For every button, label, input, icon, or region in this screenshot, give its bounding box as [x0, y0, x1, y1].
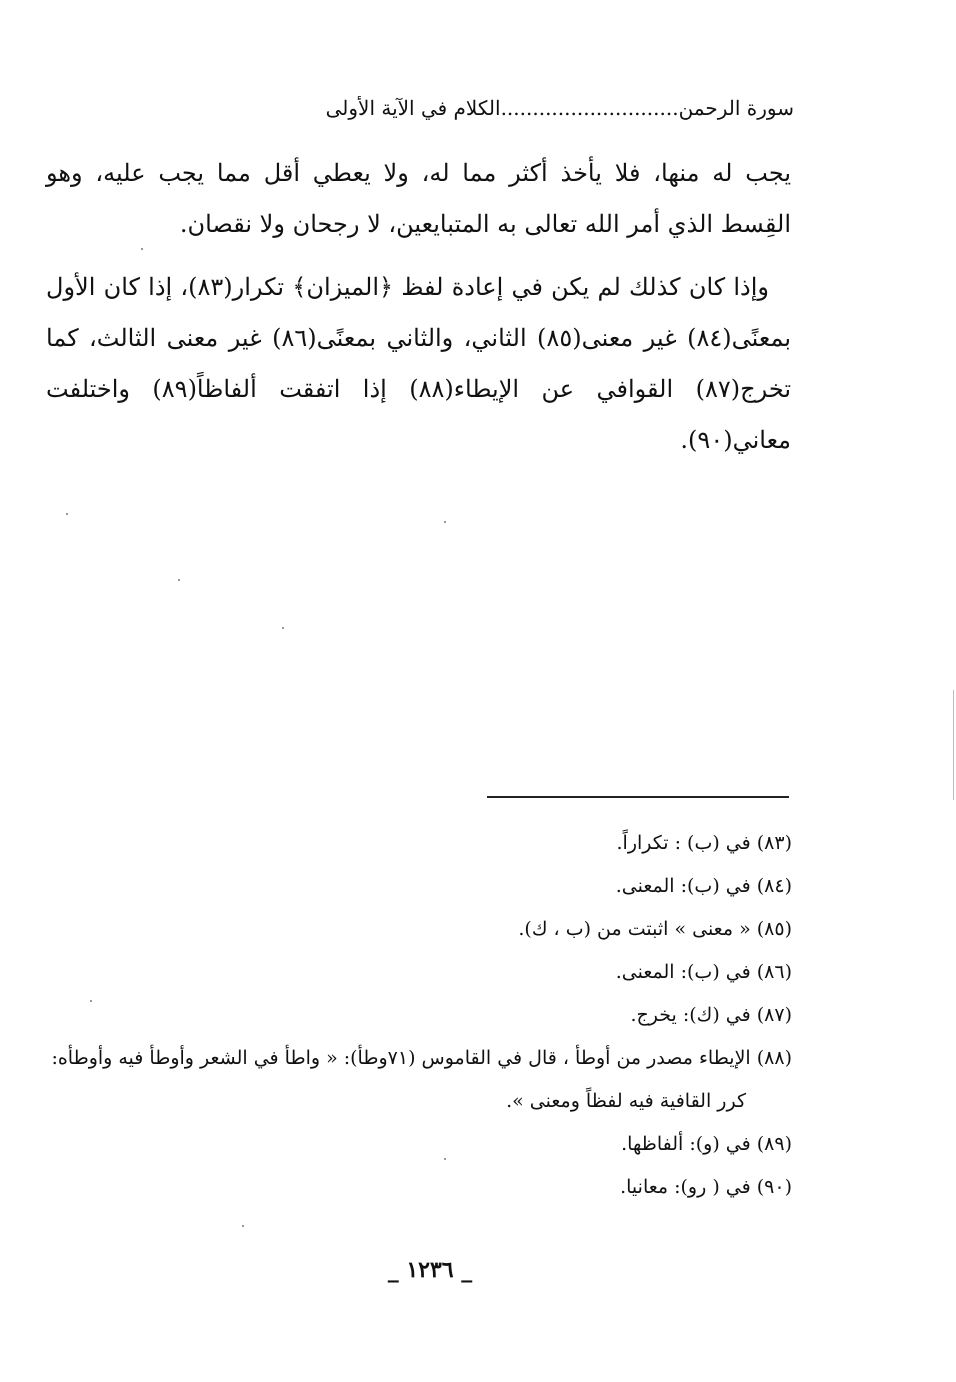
- footnote-88-continuation: كرر القافية فيه لفظاً ومعنى ».: [506, 1090, 746, 1112]
- header-sura-title: سورة الرحمن: [678, 96, 794, 120]
- footnote-87: (٨٧) في (ك): يخرج.: [630, 1004, 792, 1026]
- scan-speck: [444, 1158, 446, 1160]
- footnote-88: (٨٨) الإيطاء مصدر من أوطأ ، قال في القاموس (٧١وطأ): « واطأ في الشعر وأوطأ فيه وأوطأه:: [51, 1047, 792, 1069]
- scan-speck: [90, 1000, 92, 1002]
- footnote-90: (٩٠) في ( رو): معانيا.: [620, 1176, 792, 1198]
- scan-speck: [66, 513, 68, 515]
- footnote-separator: [487, 796, 789, 798]
- footnote-89: (٨٩) في (و): ألفاظها.: [621, 1133, 792, 1155]
- footnote-83: (٨٣) في (ب) : تكراراً.: [616, 832, 792, 854]
- header-topic-title: الكلام في الآية الأولى: [325, 96, 501, 120]
- footnote-86: (٨٦) في (ب): المعنى.: [615, 961, 792, 983]
- scan-edge-mark: [953, 690, 954, 800]
- scan-speck: [178, 579, 180, 581]
- footnote-84: (٨٤) في (ب): المعنى.: [615, 875, 792, 897]
- body-paragraph-1: يجب له منها، فلا يأخذ أكثر مما له، ولا يعطي أقل مما يجب عليه، وهو القِسط الذي أمر الله تعالى به المتبايعين، لا رجحان ولا نقصان.: [46, 159, 791, 238]
- scan-speck: [444, 521, 446, 523]
- scan-speck: [141, 248, 143, 250]
- footnotes: [40, 822, 792, 1209]
- footnote-85: (٨٥) « معنى » اثبتت من (ب ، ك).: [518, 918, 792, 940]
- body-paragraph-2: وإذا كان كذلك لم يكن في إعادة لفظ ﴿الميزان﴾ تكرار(٨٣)، إذا كان الأول بمعنًى(٨٤) غير معنى(٨٥) الثاني، والثاني بمعنًى(٨٦) غير معنى الثالث، كما تخرج(٨٧) القوافي عن الإيطاء(٨٨) إذا اتفقت ألفاظاً(٨٩) واختلفت معاني(٩٠).: [46, 273, 792, 454]
- page-number: _ ١٢٣٦ _: [387, 1257, 473, 1283]
- scan-speck: [282, 627, 284, 629]
- scan-speck: [242, 1225, 244, 1227]
- header-dots: ............................: [500, 96, 679, 120]
- running-header: [34, 96, 794, 130]
